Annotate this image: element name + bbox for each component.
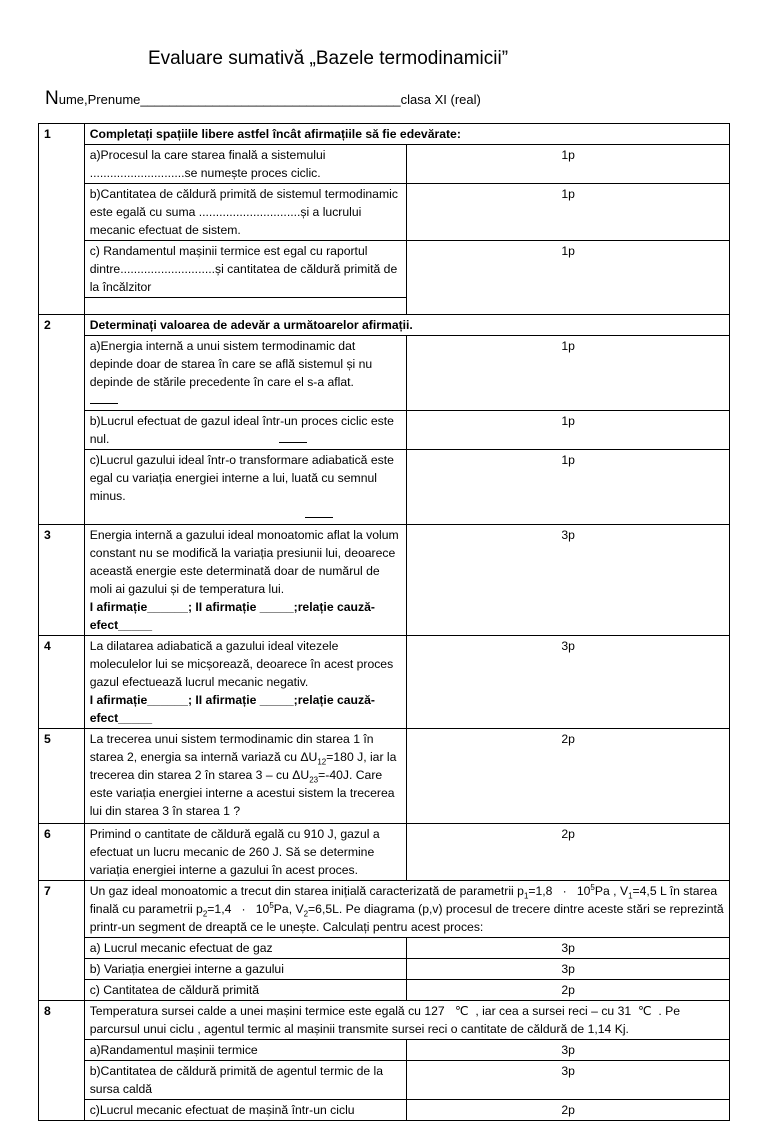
question-item: Temperatura sursei calde a unei mașini termice este egală cu 127 ℃ , iar cea a sursei reci – cu 31 ℃ . Pe parcursul unui ciclu , agentul termic al mașinii transmite sursei reci o cantitate de căldură de 1,14 Kj. bbox=[84, 1001, 729, 1040]
points: 2p bbox=[407, 1100, 730, 1121]
blank-space bbox=[84, 298, 407, 315]
table-row bbox=[39, 1040, 730, 1061]
question-item: Primind o cantitate de căldură egală cu 910 J, gazul a efectuat un lucru mecanic de 260 J. Să se determine variația energiei interne a gazului în acest proces. bbox=[84, 824, 407, 881]
question-number: 5 bbox=[39, 729, 85, 824]
answer-blank[interactable] bbox=[305, 506, 333, 518]
points: 1p bbox=[407, 241, 730, 315]
points: 1p bbox=[407, 184, 730, 241]
question-title: Completați spațiile libere astfel încât afirmațiile să fie edevărate: bbox=[84, 124, 729, 145]
table-row bbox=[39, 636, 730, 729]
student-name-row bbox=[45, 88, 481, 110]
class-label: clasa XI (real) bbox=[400, 92, 481, 107]
question-item: La trecerea unui sistem termodinamic din starea 1 în starea 2, energia sa internă variază cu $\Delta U_{12}=180$ J, iar la trecerea din starea 2 în starea 3 – cu $\Delta U_{23}=-40J$. Care este variația energiei interne a acestui sistem la trecerea lui din starea 3 în starea 1 ? bbox=[84, 729, 407, 824]
answer-blank[interactable] bbox=[279, 431, 307, 443]
table-row bbox=[39, 1100, 730, 1121]
table-row bbox=[39, 184, 730, 241]
points: 3p bbox=[407, 959, 730, 980]
question-item: La dilatarea adiabatică a gazului ideal vitezele moleculelor lui se micșorează, deoarece în acest proces gazul efectuează lucrul mecanic negativ. I afirmație______; II afirmație _____;relație cauză-efect_____ bbox=[84, 636, 407, 729]
points: 3p bbox=[407, 938, 730, 959]
points: 2p bbox=[407, 729, 730, 824]
question-item: b)Cantitatea de căldură primită de sistemul termodinamic este egală cu suma ..............................și a lucrului mecanic efectuat de sistem. bbox=[84, 184, 407, 241]
exam-table bbox=[38, 123, 730, 1121]
table-row bbox=[39, 411, 730, 450]
question-number: 7 bbox=[39, 881, 85, 1001]
question-item: b)Cantitatea de căldură primită de agentul termic de la sursa caldă bbox=[84, 1061, 407, 1100]
name-field-label: ume,Prenume____________________________________ bbox=[58, 92, 401, 107]
table-row bbox=[39, 525, 730, 636]
points: 2p bbox=[407, 980, 730, 1001]
question-number: 4 bbox=[39, 636, 85, 729]
table-row bbox=[39, 824, 730, 881]
question-number: 1 bbox=[39, 124, 85, 315]
answer-line: I afirmație______; II afirmație _____;relație cauză-efect_____ bbox=[89, 693, 375, 725]
table-row bbox=[39, 124, 730, 145]
table-row bbox=[39, 959, 730, 980]
question-item: a)Randamentul mașinii termice bbox=[84, 1040, 407, 1061]
table-row bbox=[39, 980, 730, 1001]
question-number: 6 bbox=[39, 824, 85, 881]
points: 2p bbox=[407, 824, 730, 881]
question-number: 8 bbox=[39, 1001, 85, 1121]
points: 1p bbox=[407, 450, 730, 525]
question-item: c)Lucrul gazului ideal într-o transformare adiabatică este egal cu variația energiei interne a lui, luată cu semnul minus. bbox=[84, 450, 407, 525]
question-item: c) Randamentul mașinii termice est egal cu raportul dintre............................și cantitatea de căldură primită de la încălzitor bbox=[84, 241, 407, 298]
question-item: a) Lucrul mecanic efectuat de gaz bbox=[84, 938, 407, 959]
points: 3p bbox=[407, 1040, 730, 1061]
question-number: 3 bbox=[39, 525, 85, 636]
question-item: a)Procesul la care starea finală a sistemului ............................se numește proces ciclic. bbox=[84, 145, 407, 184]
answer-line: I afirmație______; II afirmație _____;relație cauză-efect_____ bbox=[89, 600, 375, 632]
table-row bbox=[39, 729, 730, 824]
table-row bbox=[39, 450, 730, 525]
page-title: Evaluare sumativă „Bazele termodinamicii” bbox=[147, 48, 509, 69]
points: 1p bbox=[407, 411, 730, 450]
table-row bbox=[39, 241, 730, 298]
points: 3p bbox=[407, 1061, 730, 1100]
question-item: c)Lucrul mecanic efectuat de mașină într-un ciclu bbox=[84, 1100, 407, 1121]
points: 1p bbox=[407, 336, 730, 411]
question-item: b) Variația energiei interne a gazului bbox=[84, 959, 407, 980]
question-title: Determinați valoarea de adevăr a următoarelor afirmații. bbox=[84, 315, 729, 336]
points: 1p bbox=[407, 145, 730, 184]
table-row bbox=[39, 1061, 730, 1100]
points: 3p bbox=[407, 525, 730, 636]
question-item: a)Energia internă a unui sistem termodinamic dat depinde doar de starea în care se află sistemul și nu depinde de stările precedente în care el s-a aflat. bbox=[84, 336, 407, 411]
question-item: Energia internă a gazului ideal monoatomic aflat la volum constant nu se modifică la variația presiunii lui, deoarece această energie este determinată doar de numărul de moli ai gazului și de temperatura lui. I afirmație______; II afirmație _____;relație cauză-efect_____ bbox=[84, 525, 407, 636]
table-row bbox=[39, 1001, 730, 1040]
table-row bbox=[39, 336, 730, 411]
question-item: c) Cantitatea de căldură primită bbox=[84, 980, 407, 1001]
table-row bbox=[39, 315, 730, 336]
name-initial: N bbox=[45, 88, 59, 109]
question-item: b)Lucrul efectuat de gazul ideal într-un proces ciclic este nul. bbox=[84, 411, 407, 450]
table-row bbox=[39, 145, 730, 184]
question-number: 2 bbox=[39, 315, 85, 525]
answer-blank[interactable] bbox=[90, 392, 118, 404]
table-row bbox=[39, 938, 730, 959]
points: 3p bbox=[407, 636, 730, 729]
question-item: Un gaz ideal monoatomic a trecut din starea inițială caracterizată de parametrii $p_1=1,8$ · $10^5Pa$ , $V_1=4,5$ L în starea finală cu parametrii $p_2=1,4$ · $10^5Pa$, $V_2=6,5L$. Pe diagrama (p,v) procesul de trecere dintre aceste stări se reprezintă printr-un segment de dreaptă ce le unește. Calculați pentru acest proces: bbox=[84, 881, 729, 938]
table-row bbox=[39, 881, 730, 938]
